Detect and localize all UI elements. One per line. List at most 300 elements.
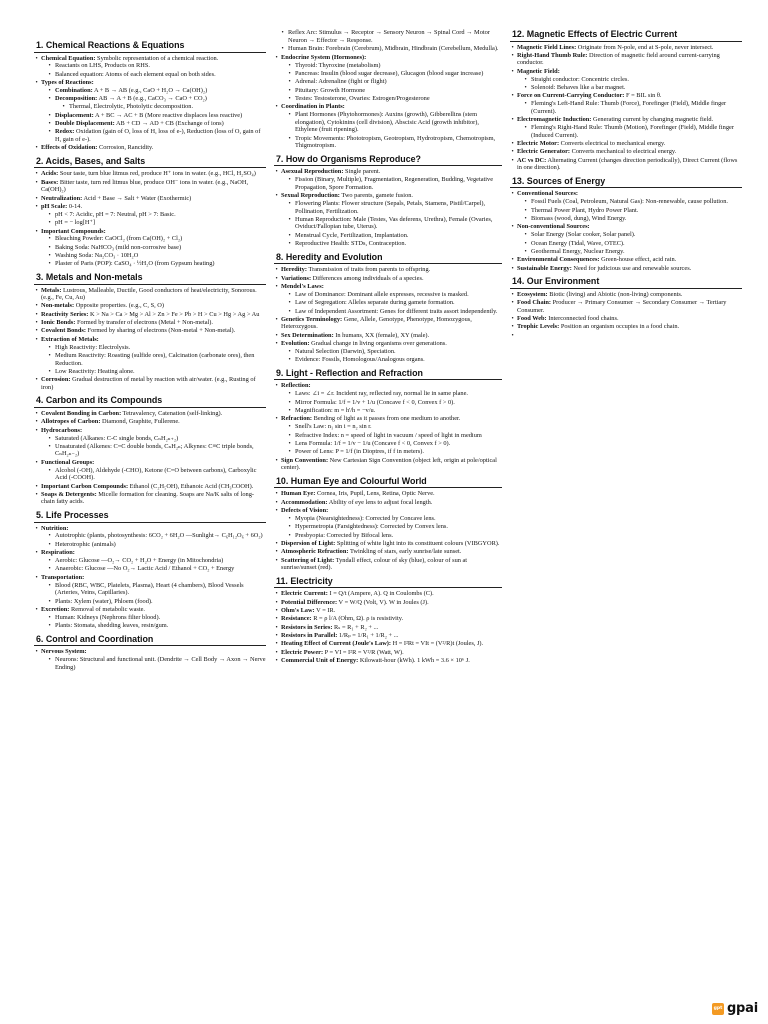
item-label: Ionic Bonds: [41,319,76,327]
bullet-list [274,590,502,664]
bullet-item [34,195,266,203]
item-text: Single parent. [343,168,381,176]
sub-list [281,62,502,103]
sub-list [41,344,266,376]
item-label: Chemical Equation: [41,54,96,62]
item-text: Geothermal Energy, Nuclear Energy. [531,247,625,255]
item-label: Reflection: [281,382,311,390]
bullet-item [34,302,266,310]
item-text: Two parents, gamete fusion. [339,192,414,200]
bullet-item [34,170,266,178]
item-text: Kilowatt-hour (kWh). 1 kWh = 3.6 × 10⁶ J. [358,656,470,664]
sub-list [281,176,502,191]
item-text: Generating current by changing magnetic field. [591,116,714,124]
item-text: Fleming's Left-Hand Rule: Thumb (Force), Forefinger (Field), Middle finger (Current). [531,100,727,115]
item-label: Dispersion of Light: [281,539,336,547]
item-label: Neutralization: [41,194,83,202]
sub-bullet [47,71,266,79]
item-text: Law of Independent Assortment: Genes for different traits assort independently. [295,307,498,315]
bullet-item [510,265,742,273]
section [274,368,502,472]
item-label: Variations: [281,274,312,282]
sub-list [517,231,742,255]
sub-bullet [47,467,266,482]
item-text: Acid + Base → Salt + Water (Exothermic) [82,194,192,202]
item-label: Force on Current-Carrying Conductor: [517,92,625,100]
bullet-item [274,283,502,315]
section [34,634,266,672]
item-label: Sign Convention: [281,456,329,464]
sub-bullet [47,443,266,458]
sub-bullet [47,112,266,120]
sub-bullet [287,70,502,78]
sub-list [517,100,742,115]
bullet-item [34,648,266,671]
item-text: Pancreas: Insulin (blood sugar decrease), Glucagon (blood sugar increase) [295,69,484,77]
item-text: Snell's Law: n₁ sin i = n₂ sin r. [295,423,372,431]
section [34,40,266,152]
item-text: Interconnected food chains. [546,314,619,322]
gpai-logo-icon: gpt [712,1003,724,1015]
item-text: Biotic (living) and Abiotic (non-living) components. [547,290,683,298]
bullet-item [274,499,502,507]
sub-bullet [287,87,502,95]
item-label: Respiration: [41,549,75,557]
item-label: Nervous System: [41,648,87,656]
sub-bullet [280,29,502,44]
bullet-item [274,29,502,52]
bullet-item [34,418,266,426]
sub-bullet [523,76,742,84]
section [274,576,502,665]
item-text: Plant Hormones (Phytohormones): Auxins (growth), Gibberellins (stem elongation), Cytokinins (cell division), Abscisic Acid (growth inhibitor), Ethylene (fruit ripening). [295,111,479,134]
bullet-item [510,92,742,115]
item-label: Human Eye: [281,490,316,498]
item-text: Menstrual Cycle, Fertilization, Implantation. [295,231,409,239]
sub-bullet [523,215,742,223]
item-text: Neurons: Structural and functional unit. (Dendrite → Cell Body → Axon → Nerve Ending) [55,656,266,671]
item-text: Unsaturated (Alkenes: C=C double bonds, CₙH₂ₙ; Alkynes: C≡C triple bonds, CₙH₂ₙ₋₂) [55,442,254,458]
section-title: 2. Acids, Bases, and Salts [34,156,266,169]
sub-list [281,111,502,150]
item-text: Converts electrical to mechanical energy. [559,140,666,148]
sub-bullet [61,103,266,111]
item-text: Mirror Formula: 1/f = 1/v + 1/u (Concave f < 0, Convex f > 0). [295,398,455,406]
sub-bullet [287,356,502,364]
sub-bullet [47,614,266,622]
item-text: Straight conductor: Concentric circles. [531,75,629,83]
bullet-item [34,427,266,458]
sub-bullet [523,124,742,139]
sub-bullet [47,368,266,376]
section-title: 6. Control and Coordination [34,634,266,647]
bullet-item [510,52,742,67]
item-label: Functional Groups: [41,458,95,466]
sub-bullet [47,211,266,219]
item-label: Bases: [41,178,59,186]
item-text: Human Brain: Forebrain (Cerebrum), Midbrain, Hindbrain (Cerebellum, Medulla). [288,45,499,53]
bullet-item [274,192,502,248]
sub-bullet [523,248,742,256]
sub-bullet [287,390,502,398]
item-text: pH < 7: Acidic, pH = 7: Neutral, pH > 7: Basic. [55,210,176,218]
sub-bullet [287,432,502,440]
item-text: Natural Selection (Darwin), Speciation. [295,348,396,356]
sub-bullet [287,176,502,191]
bullet-item [274,415,502,456]
sub-bullet [47,656,266,671]
sub-bullet [47,598,266,606]
sub-bullet [523,231,742,239]
bullet-item [34,55,266,79]
sub-bullet [47,128,266,143]
item-label: Resistance: [281,615,312,623]
bullet-item [510,291,742,299]
bullet-item [34,336,266,376]
section-title: 4. Carbon and its Compounds [34,395,266,408]
item-text: Opposite properties. (e.g., C, S, O) [74,302,164,310]
section-title: 1. Chemical Reactions & Equations [34,40,266,53]
sub-bullet [287,240,502,248]
item-label: Asexual Reproduction: [281,168,344,176]
item-text: Blood (RBC, WBC, Platelets, Plasma), Heart (4 chambers), Blood Vessels (Arteries, Veins, Capillaries). [55,581,244,597]
item-label: Ohm's Law: [281,606,315,614]
item-text: High Reactivity: Electrolysis. [55,343,131,351]
item-text: pH = − log[H⁺] [55,219,95,227]
bullet-item [274,632,502,640]
item-label: Hydrocarbons: [41,426,83,434]
item-text: Power of Lens: P = 1/f (in Dioptres, if f in meters). [295,448,424,456]
item-text: Differences among individuals of a species. [311,274,424,282]
item-label: Non-conventional Sources: [517,223,590,231]
section-title: 10. Human Eye and Colourful World [274,476,502,489]
item-text: Ocean Energy (Tidal, Wave, OTEC). [531,239,625,247]
item-text: Plants: Stomata, shedding leaves, resin/gum. [55,622,169,630]
item-text: Reproductive Health: STDs, Contraception. [295,240,407,248]
item-text: Bleaching Powder: CaOCl₂ (from Ca(OH)₂ + Cl₂) [55,235,183,243]
bullet-item [34,410,266,418]
bullet-list [34,287,266,392]
item-text: Reactants on LHS, Products on RHS. [55,62,150,70]
sub-bullet [287,95,502,103]
item-text: P = VI = I²R = V²/R (Watt, W). [323,648,404,656]
bullet-item [274,649,502,657]
item-text: R = ρ l/A (Ohm, Ω). ρ is resistivity. [311,615,404,623]
bullet-item [274,332,502,340]
sub-bullet [287,62,502,70]
bullet-list [274,168,502,247]
bullet-item [34,549,266,573]
item-label: Sex Determination: [281,331,334,339]
sub-list [517,124,742,139]
item-label: Covalent Bonding in Carbon: [41,409,122,417]
item-label: Nutrition: [41,524,69,532]
bullet-item [274,507,502,539]
item-text: Corrosion, Rancidity. [97,144,154,152]
item-text: Diamond, Graphite, Fullerene. [100,418,180,426]
item-label: Heating Effect of Current (Joule's Law): [281,640,391,648]
item-text: Direction of magnetic field around current-carrying conductor. [517,51,720,67]
bullet-item [34,228,266,269]
item-label: Sexual Reproduction: [281,192,340,200]
sub-bullet [287,232,502,240]
item-label: Important Carbon Compounds: [41,482,129,490]
item-text: Thermal, Electrolytic, Photolytic decomposition. [69,103,194,111]
sub-list [41,235,266,268]
item-text: Low Reactivity: Heating alone. [55,367,135,375]
item-text: Formed by transfer of electrons (Metal + Non-metal). [75,319,214,327]
bullet-item [34,376,266,391]
item-text: Heterotrophic (animals) [55,540,116,548]
bullet-item [510,223,742,255]
sub-bullet [47,95,266,110]
item-text: Flowering Plants: Flower structure (Sepals, Petals, Stamens, Pistil/Carpel), Pollination, Fertilization. [295,200,486,215]
bullet-item [274,640,502,648]
sub-bullet [287,399,502,407]
item-text: Medium Reactivity: Roasting (sulfide ores), Calcination (carbonate ores), then Reduction. [55,352,255,367]
item-label: Transportation: [41,573,85,581]
item-label: Reactivity Series: [41,310,89,318]
bullet-item [34,79,266,143]
section [510,29,742,172]
bullet-list [34,648,266,671]
item-text: Magnification: m = h'/h = −v/u. [295,407,376,415]
item-text: Reflex Arc: Stimulus → Receptor → Sensory Neuron → Spinal Cord → Motor Neuron → Effector → Response. [288,29,490,44]
item-text: Solar Energy (Solar cooker, Solar panel). [531,231,636,239]
sub-list [281,348,502,364]
item-label: Electric Motor: [517,140,560,148]
item-text: A + BC → AC + B (More reactive displaces less reactive) [93,111,243,119]
section [34,156,266,268]
bullet-item [510,190,742,222]
sub-bullet [287,515,502,523]
item-text: AB → A + B (e.g., CaCO₃ → CaO + CO₂) [97,95,207,103]
item-label: Potential Difference: [281,598,338,606]
item-text: Myopia (Nearsightedness): Corrected by Concave lens. [295,514,436,522]
item-text: K > Na > Ca > Mg > Al > Zn > Fe > Pb > H > Cu > Hg > Ag > Au [88,310,260,318]
section [274,154,502,248]
item-text: Human: Kidneys (Nephrons filter blood). [55,613,161,621]
section-title: 14. Our Environment [510,276,742,289]
bullet-list [34,410,266,506]
section-title: 7. How do Organisms Reproduce? [274,154,502,167]
sub-bullet [287,111,502,134]
item-label: Refraction: [281,415,313,423]
item-label: Effects of Oxidation: [41,144,98,152]
bullet-item [274,340,502,364]
bullet-list [510,190,742,272]
item-label: Electric Generator: [517,148,571,156]
sub-bullet [523,240,742,248]
section-title: 11. Electricity [274,576,502,589]
sub-bullet [287,216,502,231]
item-text: AB + CD → AD + CB (Exchange of ions) [114,120,224,128]
bullet-item [34,287,266,302]
bullet-item [274,615,502,623]
sub-list [281,390,502,414]
item-label: Conventional Sources: [517,190,579,198]
sub-bullet [523,198,742,206]
sub-bullet [287,78,502,86]
sub-bullet [287,423,502,431]
item-text: Position an organism occupies in a food chain. [559,323,680,331]
item-label: Electric Power: [281,648,324,656]
sub-list [41,87,266,143]
section-title: 5. Life Processes [34,510,266,523]
item-label: Magnetic Field Lines: [517,43,577,51]
sub-bullet [287,532,502,540]
sub-bullet [287,523,502,531]
sub-bullet [287,348,502,356]
bullet-item [274,275,502,283]
item-text: Solenoid: Behaves like a bar magnet. [531,84,626,92]
bullet-list [274,382,502,471]
item-text: 0-14. [67,202,83,210]
sub-bullet [47,352,266,367]
item-label: Sustainable Energy: [517,264,572,272]
item-label: Endocrine System (Hormones): [281,53,367,61]
sub-list [41,656,266,671]
item-label: Ecosystem: [517,290,548,298]
item-text: A + B → AB (e.g., CaO + H₂O → Ca(OH)₂) [92,87,208,95]
item-label: Acids: [41,170,59,178]
bullet-item [274,599,502,607]
bullet-item [510,256,742,264]
item-text: Balanced equation: Atoms of each element equal on both sides. [55,70,216,78]
item-text: Fossil Fuels (Coal, Petroleum, Natural Gas): Non-renewable, cause pollution. [531,198,728,206]
sub-bullet [47,219,266,227]
sub-list [41,435,266,458]
bullet-item [274,590,502,598]
gpai-logo [712,1001,758,1016]
item-text: Hypermetropia (Farsightedness): Corrected by Convex lens. [295,523,448,531]
sub-bullet [47,260,266,268]
bullet-item [510,68,742,92]
item-text: Lustrous, Malleable, Ductile, Good conductors of heat/electricity, Sonorous. (e.g., Fe, Cu, Au) [41,286,257,302]
item-text: Micelle formation for cleaning. Soaps are Na/K salts of long-chain fatty acids. [41,490,255,506]
item-text: Tyndall effect, colour of sky (blue), colour of sun at sunrise/sunset (red). [281,556,468,572]
sub-list [281,291,502,315]
item-text: Aerobic: Glucose —O₂→ CO₂ + H₂O + Energy (in Mitochondria) [55,557,224,565]
sub-bullet [47,344,266,352]
item-text: Gene, Allele, Genotype, Phenotype, Homozygous, Heterozygous. [281,315,472,331]
bullet-item [34,606,266,630]
item-label: Metals: [41,286,62,294]
bullet-list [510,291,742,331]
item-text: H = I²Rt = VIt = (V²/R)t (Joules, J). [391,640,484,648]
sub-bullet [47,582,266,597]
item-text: Fleming's Right-Hand Rule: Thumb (Motion), Forefinger (Field), Middle finger (Induced Current). [531,124,734,139]
item-label: Redox: [55,128,75,136]
bullet-list [274,29,502,149]
item-text: Alternating Current (changes direction periodically), Direct Current (flows in one direction). [517,156,738,172]
item-text: F = BIL sin θ. [624,92,662,100]
item-label: Electric Current: [281,590,328,598]
item-text: Testes: Testosterone, Ovaries: Estrogen/Progesterone [295,94,430,102]
item-label: Important Compounds: [41,227,106,235]
sub-list [41,532,266,548]
item-text: Human Reproduction: Male (Testes, Vas deferens, Urethra), Female (Ovaries, Oviduct/Fallopian tube, Uterus). [295,215,493,231]
section [274,252,502,364]
section-title: 13. Sources of Energy [510,176,742,189]
bullet-item [274,382,502,414]
item-label: Evolution: [281,340,310,348]
item-text: Bitter taste, turn red litmus blue, produce OH⁻ ions in water. (e.g., NaOH, Ca(OH)₂) [41,178,249,194]
item-text: Thyroid: Thyroxine (metabolism) [295,61,381,69]
sub-bullet [47,87,266,95]
bullet-list [510,44,742,172]
sub-list [281,200,502,248]
item-text: Removal of metabolic waste. [69,605,146,613]
bullet-item [274,490,502,498]
sub-bullet [47,244,266,252]
sub-list [41,582,266,605]
item-label: Corrosion: [41,376,71,384]
sub-bullet [47,541,266,549]
item-text: Converts mechanical to electrical energy. [570,148,677,156]
item-label: Heredity: [281,266,307,274]
section [274,476,502,572]
sub-bullet [47,252,266,260]
bullet-item [510,299,742,314]
item-label: Allotropes of Carbon: [41,418,101,426]
sub-bullet [47,62,266,70]
item-label: Electromagnetic Induction: [517,116,592,124]
bullet-item [34,483,266,491]
bullet-item [510,157,742,172]
sub-bullet [287,299,502,307]
item-text: Refractive Index: n = speed of light in vacuum / speed of light in medium [295,431,482,439]
sub-bullet [287,200,502,215]
item-text: Lens Formula: 1/f = 1/v − 1/u (Concave f < 0, Convex f > 0). [295,440,451,447]
sub-list [274,29,502,52]
bullet-item [274,54,502,103]
item-label: Excretion: [41,605,70,613]
item-text: Oxidation (gain of O, loss of H, loss of e-), Reduction (loss of O, gain of H, gain of e-). [55,128,261,143]
item-label: Defects of Vision: [281,506,329,514]
item-text: V = W/Q (Volt, V). W in Joules (J). [337,598,429,606]
bullet-item [34,319,266,327]
item-text: Splitting of white light into its constituent colours (VIBGYOR). [335,539,500,547]
item-text: Originate from N-pole, end at S-pole, never intersect. [576,43,714,51]
section-title: 12. Magnetic Effects of Electric Current [510,29,742,42]
bullet-item [34,525,266,549]
item-text: Baking Soda: NaHCO₃ (mild non-corrosive base) [55,243,182,251]
item-text: Transmission of traits from parents to offspring. [306,266,431,274]
item-text: Saturated (Alkanes: C-C single bonds, CₙH₂ₙ₊₂) [55,434,179,442]
sub-list [41,467,266,482]
item-text: New Cartesian Sign Convention (object left, origin at pole/optical center). [281,456,497,472]
bullet-item [34,327,266,335]
item-label: Extraction of Metals: [41,335,99,343]
item-label: Genetics Terminology: [281,315,343,323]
sub-bullet [47,565,266,573]
sub-list [41,62,266,78]
sub-bullet [287,448,502,456]
item-label: Environmental Consequences: [517,256,600,264]
item-text: Formed by sharing of electrons (Non-metal + Non-metal). [85,327,236,335]
item-text: Bending of light as it passes from one medium to another. [312,415,461,423]
sub-bullet [47,622,266,630]
item-text: Rₛ = R₁ + R₂ + ... [332,623,379,631]
item-text: Adrenal: Adrenaline (fight or flight) [295,78,387,86]
section [34,510,266,630]
item-text: Anaerobic: Glucose —No O₂→ Lactic Acid / Ethanol + CO₂ + Energy [55,565,235,573]
item-label: Resistors in Series: [281,623,333,631]
bullet-item [510,116,742,139]
item-text: Alcohol (-OH), Aldehyde (-CHO), Ketone (C=O between carbons), Carboxylic Acid (-COOH). [55,466,257,482]
item-text: Biomass (wood, dung), Wind Energy. [531,214,627,222]
